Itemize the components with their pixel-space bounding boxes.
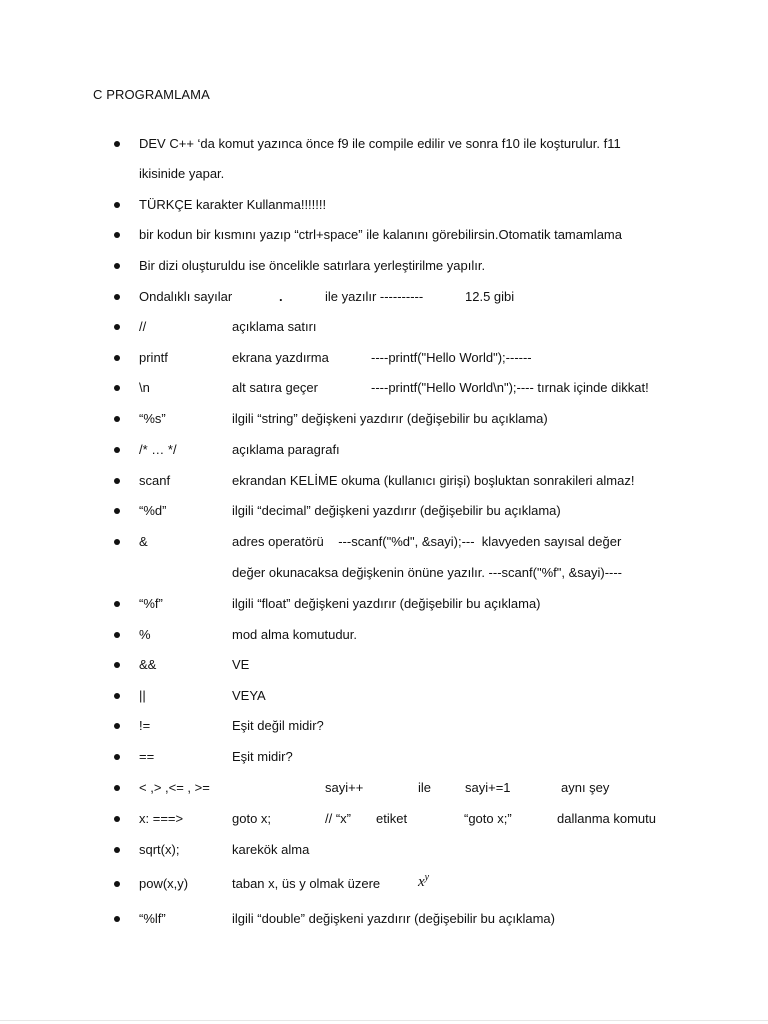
item-text: ikisinide yapar. xyxy=(139,166,225,181)
list-item xyxy=(0,809,768,829)
bullet-icon xyxy=(114,263,120,269)
item-text: // “x” xyxy=(325,811,351,826)
item-key: || xyxy=(139,688,146,703)
item-text: aynı şey xyxy=(561,780,610,795)
item-desc: alt satıra geçer xyxy=(232,380,318,395)
item-text: TÜRKÇE karakter Kullanma!!!!!!! xyxy=(139,197,327,212)
item-desc: Eşit değil midir? xyxy=(232,718,324,733)
list-item xyxy=(0,909,768,929)
item-key: “%lf” xyxy=(139,911,166,926)
item-text: Bir dizi oluşturuldu ise öncelikle satırlara yerleştirilme yapılır. xyxy=(139,258,486,273)
item-text: ile xyxy=(418,780,432,795)
list-item-continuation xyxy=(0,164,768,184)
item-text: DEV C++ ‘da komut yazınca önce f9 ile compile edilir ve sonra f10 ile koşturulur. f11 xyxy=(139,136,621,151)
item-text: “goto x;” xyxy=(464,811,512,826)
item-key: scanf xyxy=(139,473,171,488)
bullet-icon xyxy=(114,693,120,699)
bullet-icon xyxy=(114,478,120,484)
list-item xyxy=(0,440,768,460)
item-key: == xyxy=(139,749,155,764)
item-desc: ekrandan KELİME okuma (kullanıcı girişi) boşluktan sonrakileri almaz! xyxy=(232,473,635,488)
list-item xyxy=(0,409,768,429)
item-desc: ilgili “double” değişkeni yazdırır (değişebilir bu açıklama) xyxy=(232,911,555,926)
item-desc: açıklama paragrafı xyxy=(232,442,340,457)
bullet-icon xyxy=(114,202,120,208)
list-item xyxy=(0,348,768,368)
item-desc: VE xyxy=(232,657,250,672)
formula-exponent: y xyxy=(424,872,430,883)
item-key: printf xyxy=(139,350,168,365)
bullet-icon xyxy=(114,785,120,791)
bullet-icon xyxy=(114,916,120,922)
list-item xyxy=(0,287,768,307)
item-desc: adres operatörü ---scanf("%d", &sayi);--- klavyeden sayısal değer xyxy=(232,534,622,549)
bullet-icon xyxy=(114,416,120,422)
list-item xyxy=(0,195,768,215)
list-item-continuation xyxy=(0,563,768,583)
list-item xyxy=(0,686,768,706)
item-key: /* … */ xyxy=(139,442,177,457)
item-key: x: ===> xyxy=(139,811,184,826)
item-text: ile yazılır ---------- xyxy=(325,289,424,304)
bullet-icon xyxy=(114,294,120,300)
item-key: “%s” xyxy=(139,411,166,426)
item-key: // xyxy=(139,319,147,334)
item-desc: taban x, üs y olmak üzere xyxy=(232,876,381,891)
item-key: pow(x,y) xyxy=(139,876,189,891)
bullet-icon xyxy=(114,754,120,760)
list-item xyxy=(0,716,768,736)
item-text: etiket xyxy=(376,811,408,826)
list-item xyxy=(0,840,768,860)
item-key: sqrt(x); xyxy=(139,842,180,857)
document-title: C PROGRAMLAMA xyxy=(93,87,210,102)
formula-base: x xyxy=(418,874,425,890)
list-item xyxy=(0,655,768,675)
bullet-icon xyxy=(114,508,120,514)
list-item xyxy=(0,532,768,552)
item-text: bir kodun bir kısmını yazıp “ctrl+space” ile kalanını görebilirsin.Otomatik tamamlama xyxy=(139,227,622,242)
bullet-icon xyxy=(114,662,120,668)
item-desc: ilgili “decimal” değişkeni yazdırır (değişebilir bu açıklama) xyxy=(232,503,561,518)
item-key: & xyxy=(139,534,148,549)
list-item xyxy=(0,378,768,398)
power-formula xyxy=(418,872,429,894)
list-item xyxy=(0,501,768,521)
item-text: dallanma komutu xyxy=(557,811,656,826)
bullet-icon xyxy=(114,232,120,238)
item-text: sayi++ xyxy=(325,780,364,795)
item-text: Ondalıklı sayılar xyxy=(139,289,233,304)
item-key: “%d” xyxy=(139,503,167,518)
bullet-icon xyxy=(114,723,120,729)
item-example: 12.5 gibi xyxy=(465,289,515,304)
item-desc: ilgili “float” değişkeni yazdırır (değişebilir bu açıklama) xyxy=(232,596,541,611)
page-bottom-divider xyxy=(0,1020,768,1021)
list-item xyxy=(0,134,768,154)
bullet-icon xyxy=(114,447,120,453)
item-desc: değer okunacaksa değişkenin önüne yazılır. ---scanf("%f", &sayi)---- xyxy=(232,565,623,580)
list-item xyxy=(0,256,768,276)
list-item xyxy=(0,317,768,337)
item-desc: VEYA xyxy=(232,688,266,703)
item-key: && xyxy=(139,657,157,672)
list-item xyxy=(0,625,768,645)
bullet-icon xyxy=(114,601,120,607)
list-item xyxy=(0,747,768,767)
item-text: sayi+=1 xyxy=(465,780,511,795)
item-desc: karekök alma xyxy=(232,842,310,857)
bullet-icon xyxy=(114,539,120,545)
bullet-icon xyxy=(114,355,120,361)
bullet-icon xyxy=(114,816,120,822)
list-item xyxy=(0,594,768,614)
list-item xyxy=(0,225,768,245)
item-desc: ilgili “string” değişkeni yazdırır (değişebilir bu açıklama) xyxy=(232,411,548,426)
item-example: ----printf("Hello World\n");---- tırnak içinde dikkat! xyxy=(371,380,649,395)
item-desc: mod alma komutudur. xyxy=(232,627,358,642)
bullet-icon xyxy=(114,141,120,147)
bullet-icon xyxy=(114,385,120,391)
item-key: “%f” xyxy=(139,596,163,611)
item-desc: ekrana yazdırma xyxy=(232,350,329,365)
bullet-icon xyxy=(114,881,120,887)
item-key: \n xyxy=(139,380,150,395)
item-desc: açıklama satırı xyxy=(232,319,317,334)
bullet-icon xyxy=(114,632,120,638)
list-item xyxy=(0,778,768,798)
bullet-icon xyxy=(114,847,120,853)
item-key: % xyxy=(139,627,151,642)
item-text: goto x; xyxy=(232,811,272,826)
item-example: ----printf("Hello World");------ xyxy=(371,350,532,365)
list-item xyxy=(0,874,768,894)
item-key: < ,> ,<= , >= xyxy=(139,780,210,795)
item-dot: . xyxy=(279,289,283,304)
bullet-icon xyxy=(114,324,120,330)
item-desc: Eşit midir? xyxy=(232,749,293,764)
list-item xyxy=(0,471,768,491)
item-key: != xyxy=(139,718,151,733)
